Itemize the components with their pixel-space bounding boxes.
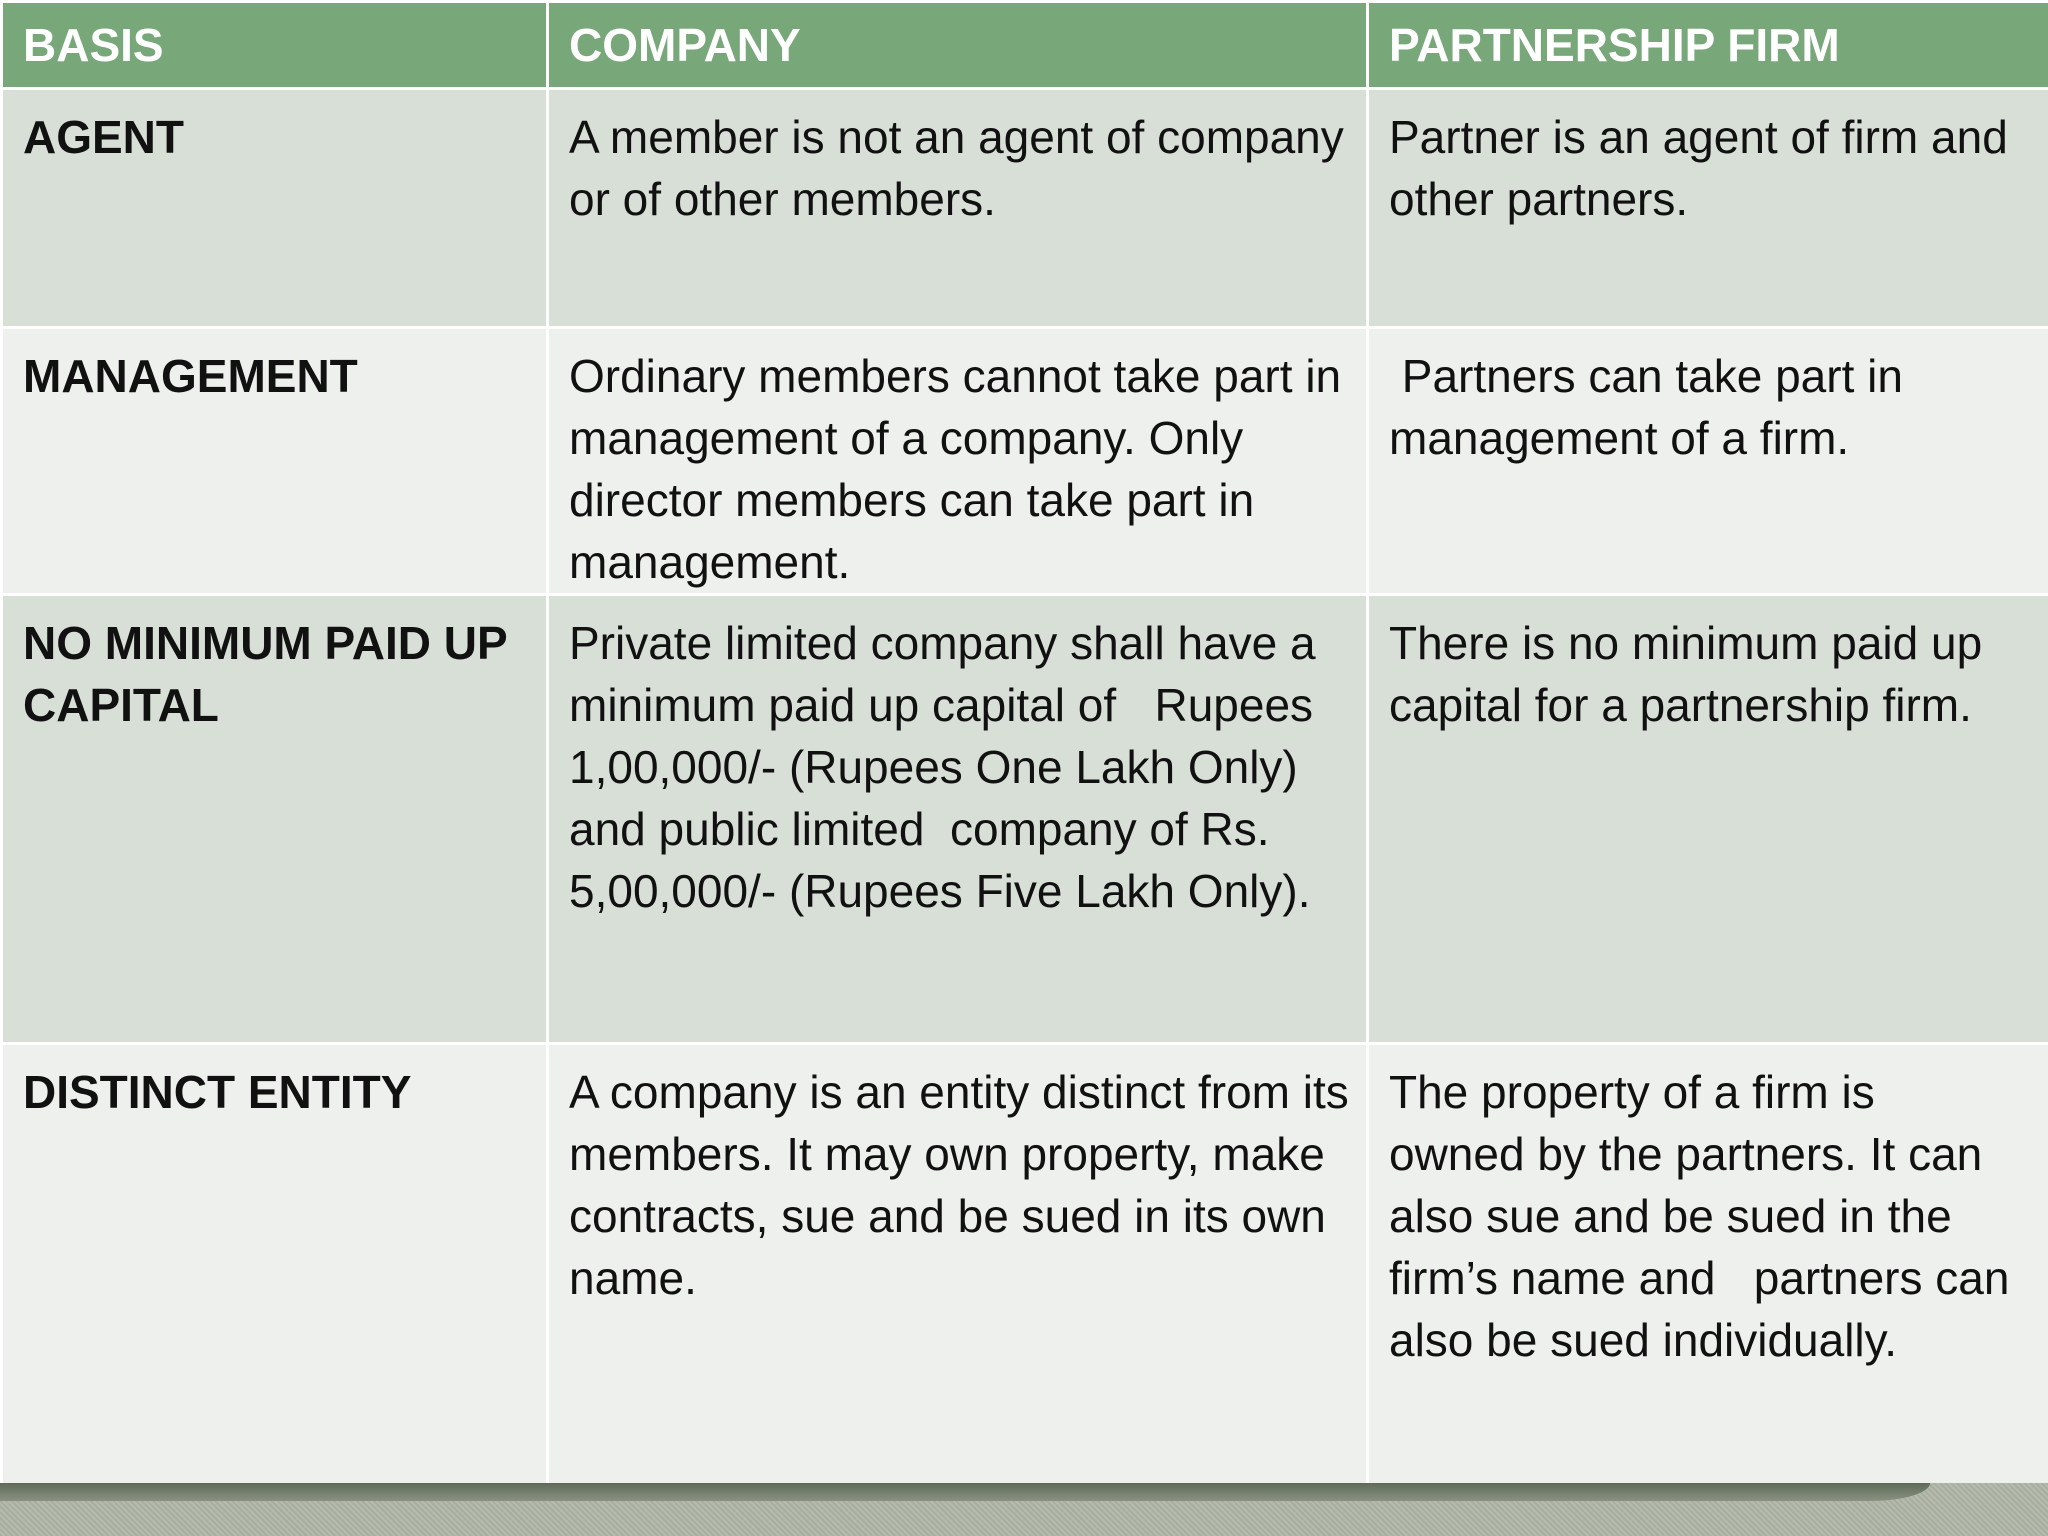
header-basis: BASIS [2,2,548,89]
company-cell: A company is an entity distinct from its members. It may own property, make contracts, sue and be sued in its own name. [548,1044,1368,1493]
table-row [2,1044,2048,1493]
basis-cell: MANAGEMENT [2,328,548,595]
partnership-cell: The property of a firm is owned by the partners. It can also sue and be sued in the firm’s name and partners can also be sued individually. [1368,1044,2048,1493]
footer-shadow [0,1483,1930,1501]
table-row [2,595,2048,1044]
partnership-cell: There is no minimum paid up capital for a partnership firm. [1368,595,2048,1044]
header-row [2,2,2048,89]
partnership-cell: Partners can take part in management of a firm. [1368,328,2048,595]
header-partnership-firm: PARTNERSHIP FIRM [1368,2,2048,89]
company-cell: A member is not an agent of company or of other members. [548,89,1368,328]
company-cell: Private limited company shall have a minimum paid up capital of Rupees 1,00,000/- (Rupees One Lakh Only) and public limited company of Rs. 5,00,000/- (Rupees Five Lakh Only). [548,595,1368,1044]
table-row [2,328,2048,595]
header-company: COMPANY [548,2,1368,89]
table-row [2,89,2048,328]
partnership-cell: Partner is an agent of firm and other partners. [1368,89,2048,328]
basis-cell: NO MINIMUM PAID UP CAPITAL [2,595,548,1044]
basis-cell: AGENT [2,89,548,328]
company-cell: Ordinary members cannot take part in management of a company. Only director members can take part in management. [548,328,1368,595]
basis-cell: DISTINCT ENTITY [2,1044,548,1493]
